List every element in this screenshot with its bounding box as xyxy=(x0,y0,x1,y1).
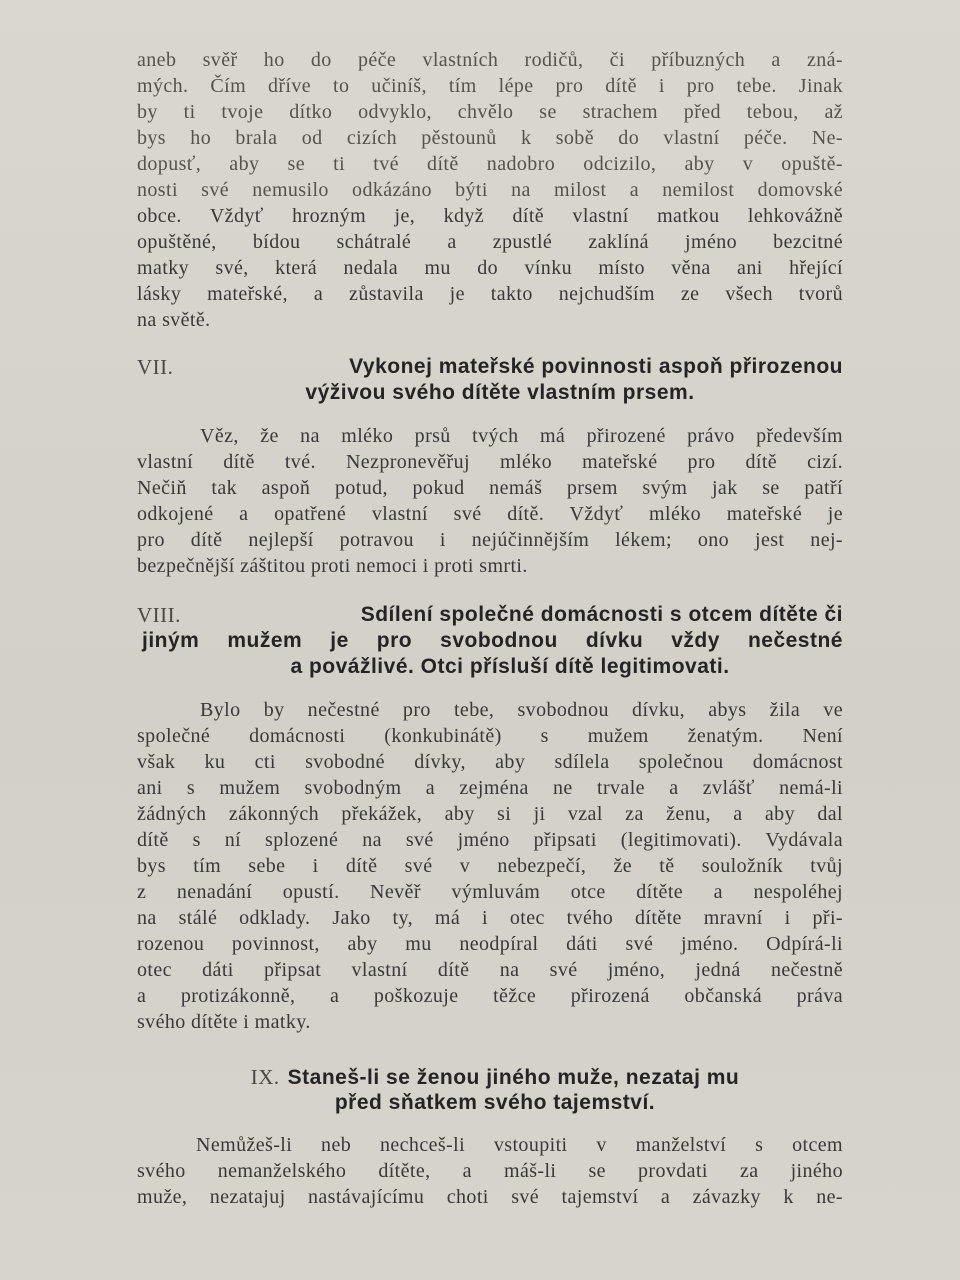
text-line: na stálé odklady. Jako ty, má i otec tvého dítěte mravní i při- xyxy=(137,907,843,929)
text-line: svého dítěte i matky. xyxy=(137,1011,311,1033)
text-line: společné domácnosti (konkubinátě) s mužem ženatým. Není xyxy=(137,725,843,747)
text-line: muže, nezatajuj nastávajícímu choti své tajemství a závazky k ne- xyxy=(137,1186,843,1208)
text-line: z nenadání opustí. Nevěř výmluvám otce dítěte a nespoléhej xyxy=(137,881,843,903)
section-heading xyxy=(137,354,843,380)
text-line: na světě. xyxy=(137,309,211,331)
text-line: Bylo by nečestné pro tebe, svobodnou dívku, abys žila ve xyxy=(200,699,843,721)
text-line: bezpečnější záštitou proti nemoci i proti smrti. xyxy=(137,555,528,577)
section-number: IX. xyxy=(250,1065,280,1089)
text-line: rozenou povinnost, aby mu neodpíral dáti své jméno. Odpírá-li xyxy=(137,933,843,955)
section-heading-line: Staneš-li se ženou jiného muže, nezataj mu xyxy=(287,1066,740,1089)
text-line: svého nemanželského dítěte, a máš-li se provdati za jiného xyxy=(137,1160,843,1182)
text-line: opuštěné, bídou schátralé a zpustlé zaklíná jméno bezcitné xyxy=(137,231,843,253)
text-line: Nemůžeš-li neb nechceš-li vstoupiti v manželství s otcem xyxy=(196,1134,843,1156)
text-line: obce. Vždyť hrozným je, když dítě vlastní matkou lehkovážně xyxy=(137,205,843,227)
text-line: dopusť, aby se ti tvé dítě nadobro odcizilo, aby v opuště- xyxy=(137,153,843,175)
section-heading-line: a povážlivé. Otci přísluší dítě legitimovati. xyxy=(290,655,730,678)
text-line: bys ho brala od cizích pěstounů k sobě do vlastní péče. Ne- xyxy=(137,127,843,149)
text-line: odkojené a opatřené vlastní své dítě. Vždyť mléko mateřské je xyxy=(137,503,843,525)
text-line: Věz, že na mléko prsů tvých má přirozené právo především xyxy=(200,425,843,447)
text-line: pro dítě nejlepší potravou i nejúčinnějším lékem; ono jest nej- xyxy=(137,529,843,551)
section-heading-line: Vykonej mateřské povinnosti aspoň přirozenou xyxy=(349,355,843,378)
text-line: bys tím sebe i dítě své v nebezpečí, že tě souložník tvůj xyxy=(137,855,843,877)
text-line: lásky mateřské, a zůstavila je takto nejchudším ze všech tvorů xyxy=(137,283,843,305)
text-line: dítě s ní splozené na své jméno připsati (legitimovati). Vydávala xyxy=(137,829,843,851)
text-line: však ku cti svobodné dívky, aby sdílela společnou domácnost xyxy=(137,751,843,773)
text-line: otec dáti připsat vlastní dítě na své jméno, jedná nečestně xyxy=(137,959,843,981)
section-heading-line: Sdílení společné domácnosti s otcem dítěte či xyxy=(360,603,843,626)
section-heading xyxy=(137,602,843,628)
text-line: aneb svěř ho do péče vlastních rodičů, či příbuzných a zná- xyxy=(137,49,843,71)
section-heading xyxy=(175,1064,815,1091)
text-line: nosti své nemusilo odkázáno býti na milost a nemilost domovské xyxy=(137,179,843,201)
text-line: by ti tvoje dítko odvyklo, chvělo se strachem před tebou, až xyxy=(137,101,843,123)
text-line: Nečiň tak aspoň potud, pokud nemáš prsem svým jak se patří xyxy=(137,477,843,499)
section-heading-line: jiným mužem je pro svobodnou dívku vždy nečestné xyxy=(142,629,843,652)
section-heading-line: před sňatkem svého tajemství. xyxy=(334,1091,656,1114)
text-line: mých. Čím dříve to učiníš, tím lépe pro dítě i pro tebe. Jinak xyxy=(137,75,843,97)
text-line: a protizákonně, a poškozuje těžce přirozená občanská práva xyxy=(137,985,843,1007)
text-line: ani s mužem svobodným a zejména ne trvale a zvlášť nemá-li xyxy=(137,777,843,799)
text-line: vlastní dítě tvé. Nezpronevěřuj mléko mateřské pro dítě cizí. xyxy=(137,451,843,473)
section-heading-line: výživou svého dítěte vlastním prsem. xyxy=(305,381,695,404)
section-number: VIII. xyxy=(137,603,181,627)
text-line: žádných zákonných překážek, aby si ji vzal za ženu, a aby dal xyxy=(137,803,843,825)
section-number: VII. xyxy=(137,355,174,379)
text-line: matky své, která nedala mu do vínku místo věna ani hřející xyxy=(137,257,843,279)
